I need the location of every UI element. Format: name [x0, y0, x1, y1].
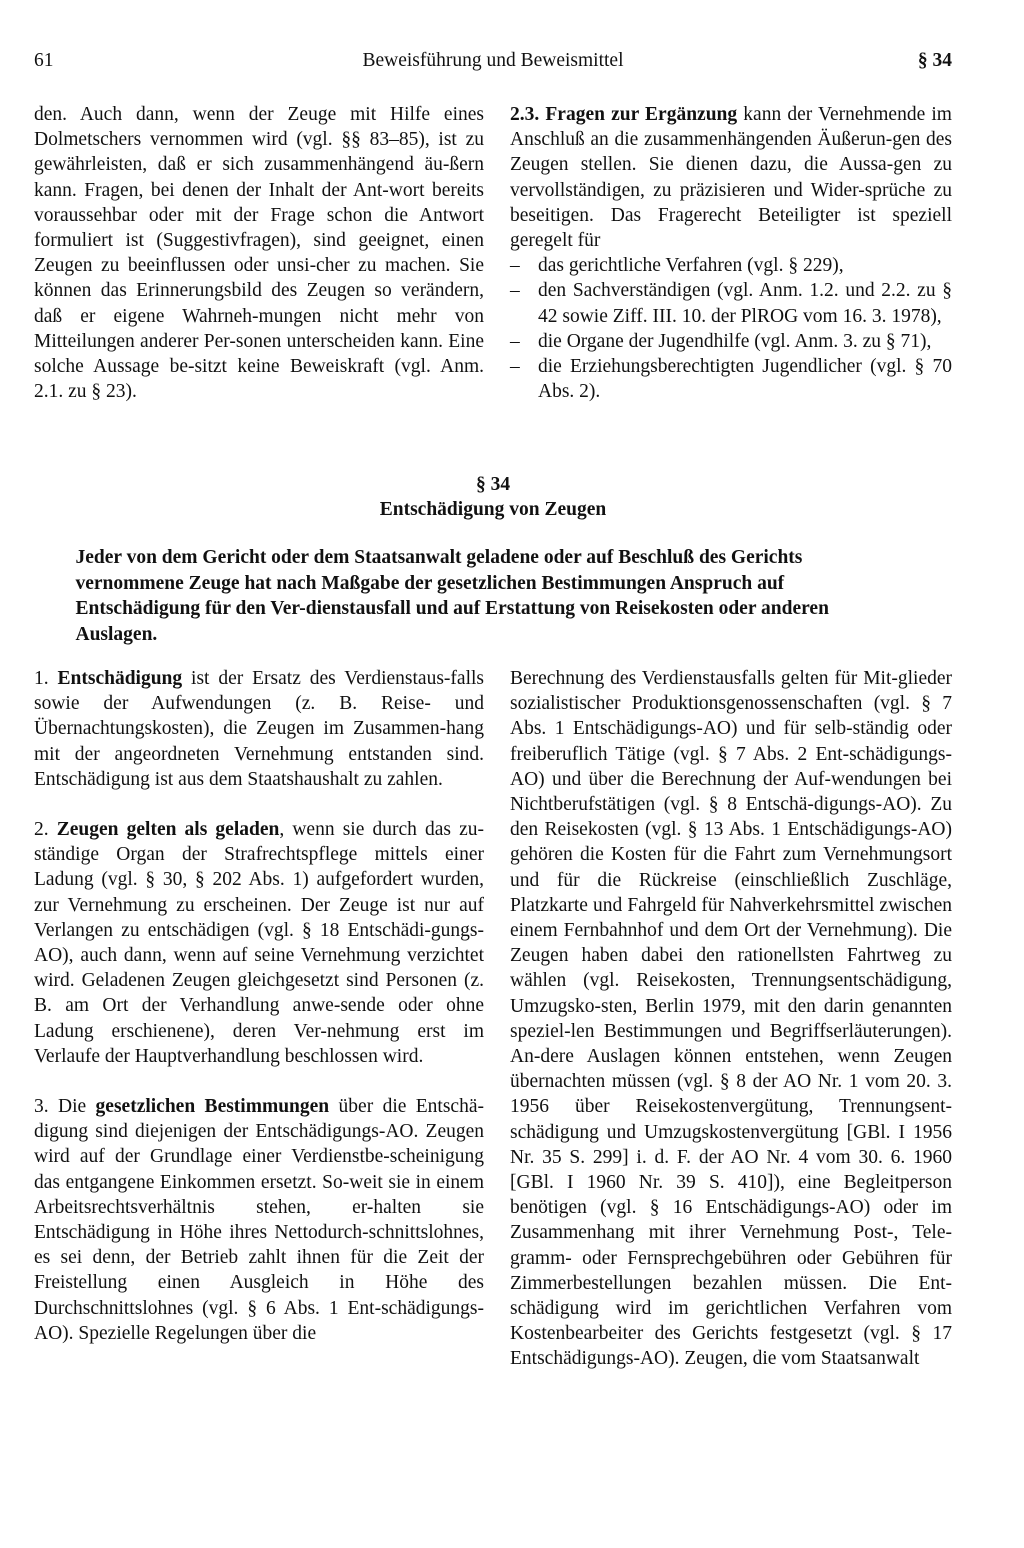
running-header: [34, 50, 952, 78]
running-title: Beweisführung und Beweismittel: [362, 50, 624, 71]
note-1: [34, 666, 484, 792]
section-number: § 34: [475, 474, 511, 495]
list-item: – die Erziehungsberechtigten Jugendlicher (vgl. § 70 Abs. 2).: [510, 354, 952, 404]
note-text: über die Entschä-digung sind diejenigen der Entschädigungs-AO. Zeugen wird auf der Grundlage einer Verdienstbe-scheinigung das entgangene Einkommen ersetzt. So-weit sie in einem Arbeitsrechtsverhältnis stehen, er-halten sie Entschädigung in Höhe ihres Nettodurch-schnittslohnes, es sei denn, der Betrieb zahlt ihnen für die Zeit der Freistellung einen Ausgleich in Höhe des Durchschnittslohnes (vgl. § 6 Abs. 1 Ent-schädigungs-AO). Spezielle Regelungen über die: [34, 1096, 484, 1344]
section-lead: [34, 545, 952, 647]
paragraph-heading: 2.3. Fragen zur Ergänzung: [510, 104, 738, 125]
paragraph-continuation: den. Auch dann, wenn der Zeuge mit Hilfe eines Dolmetschers vernommen wird (vgl. §§ 83–85), ist zu gewährleisten, daß er sich zusammenhängend äu-ßern kann. Fragen, bei denen der Inhalt der Ant-wort bereits voraussehbar oder mit der Frage schon die Antwort formuliert ist (Suggestivfragen), sind geeignet, einen Zeugen zu beeinflussen oder unsi-cher zu machen. Sie können das Erinnerungsbild des Zeugen so verändern, daß er eigene Wahrneh-mungen nicht mehr von Mitteilungen anderer Per-sonen unterscheiden kann. Eine solche Aussage be-sitzt keine Beweiskraft (vgl. Anm. 2.1. zu § 23).: [34, 104, 484, 403]
list-item: – die Organe der Jugendhilfe (vgl. Anm. 3. zu § 71),: [510, 329, 952, 354]
paragraph-text: kann der Vernehmende im Anschluß an die zusammenhängenden Äußerun-gen des Zeugen stellen. Sie dienen dazu, die Aussa-gen zu vervollständigen, zu präzisieren und Wider-sprüche zu beseitigen. Das Fragerecht Beteiligter ist speziell geregelt für: [510, 104, 952, 252]
dash-list: [510, 253, 952, 404]
section-title: Entschädigung von Zeugen: [379, 499, 607, 520]
running-section: § 34: [917, 50, 952, 71]
note-number: 2.: [34, 819, 57, 841]
section-lead-text: Jeder von dem Gericht oder dem Staatsanwalt geladene oder auf Beschluß des Gerichts vernommene Zeuge hat nach Maßgabe der gesetzlichen Bestimmungen Anspruch auf Entschädigung für den Ver-dienstausfall und auf Erstattung von Reisekosten oder anderen Auslagen.: [75, 547, 829, 645]
note-keyword: gesetzlichen Bestimmungen: [95, 1096, 330, 1118]
page-number: 61: [34, 50, 54, 71]
note-keyword: Zeugen gelten als geladen: [56, 819, 280, 841]
top-left-column: [34, 102, 484, 404]
note-number: 1.: [34, 668, 58, 689]
list-item: – das gerichtliche Verfahren (vgl. § 229),: [510, 253, 952, 278]
note-2: [34, 817, 484, 1069]
note-text: , wenn sie durch das zu-ständige Organ der Strafrechtspflege mittels einer Ladung (vgl. § 30, § 202 Abs. 1) aufgefordert wurden, zur Vernehmung zu erscheinen. Der Zeuge ist nur auf Verlangen zu entschädigen (vgl. § 18 Entschädi-gungs-AO), auch dann, wenn auf seine Vernehmung verzichtet wird. Geladenen Zeugen gleichgesetzt sind Personen (z. B. am Ort der Verhandlung anwe-sende oder ohne Ladung erschienene), deren Ver-nehmung erst im Verlaufe der Hauptverhandlung beschlossen wird.: [34, 819, 485, 1067]
note-text: ist der Ersatz des Verdienstaus-falls sowie der Aufwendungen (z. B. Reise- und Übernachtungskosten), die Zeugen im Zusammen-hang mit der angeordneten Vernehmung entstanden sind. Entschädigung ist aus dem Staatshaushalt zu zahlen.: [34, 668, 484, 790]
note-keyword: Entschädigung: [57, 668, 183, 689]
top-right-column: [510, 102, 952, 404]
paragraph-2-3: [510, 102, 952, 253]
notes-left-column: [34, 666, 484, 1346]
note-number: 3. Die: [34, 1096, 96, 1118]
note-3-continuation: Berechnung des Verdienstausfalls gelten für Mit-glieder sozialistischer Produktionsgenossenschaften (vgl. § 7 Abs. 1 Entschädigungs-AO) und für selb-ständig oder freiberuflich Tätige (vgl. § 7 Abs. 2 Ent-schädigungs-AO) und über die Berechnung der Auf-wendungen bei Nichtberufstätigen (vgl. § 8 Entschä-digungs-AO). Zu den Reisekosten (vgl. § 13 Abs. 1 Entschädigungs-AO) gehören die Kosten für die Fahrt zum Vernehmungsort und für die Rückreise (einschließlich Zuschläge, Platzkarte und Fahrgeld für Nahverkehrsmittel zwischen einem Fernbahnhof und dem Ort der Vernehmung). Die Zeugen haben dabei den rationellsten Fahrtweg zu wählen (vgl. Reisekosten, Trennungsentschädigung, Umzugsko-sten, Berlin 1979, mit den darin genannten speziel-len Bestimmungen und Begriffserläuterungen). An-dere Auslagen können entstehen, wenn Zeugen übernachten müssen (vgl. § 8 der AO Nr. 1 vom 20. 3. 1956 über Reisekostenvergütung, Trennungsent-schädigung und Umzugskostenvergütung [GBl. I 1956 Nr. 35 S. 299] i. d. F. der AO Nr. 4 vom 30. 6. 1960 [GBl. I 1960 Nr. 39 S. 410]), eine Begleitperson benötigen (vgl. § 16 Entschädigungs-AO) oder im Zusammenhang mit ihrer Vernehmung Post-, Tele-gramm- oder Fernsprechgebühren oder Gebühren für Zimmerbestellungen bezahlen müssen. Die Ent-schädigung wird im gerichtlichen Verfahren vom Kostenbearbeiter des Gerichts festgesetzt (vgl. § 17 Entschädigungs-AO). Zeugen, die vom Staatsanwalt: [510, 668, 952, 1370]
notes-right-column: [510, 666, 952, 1372]
note-3: [34, 1094, 484, 1346]
list-item: – den Sachverständigen (vgl. Anm. 1.2. und 2.2. zu § 42 sowie Ziff. III. 10. der PlROG vom 16. 3. 1978),: [510, 278, 952, 328]
